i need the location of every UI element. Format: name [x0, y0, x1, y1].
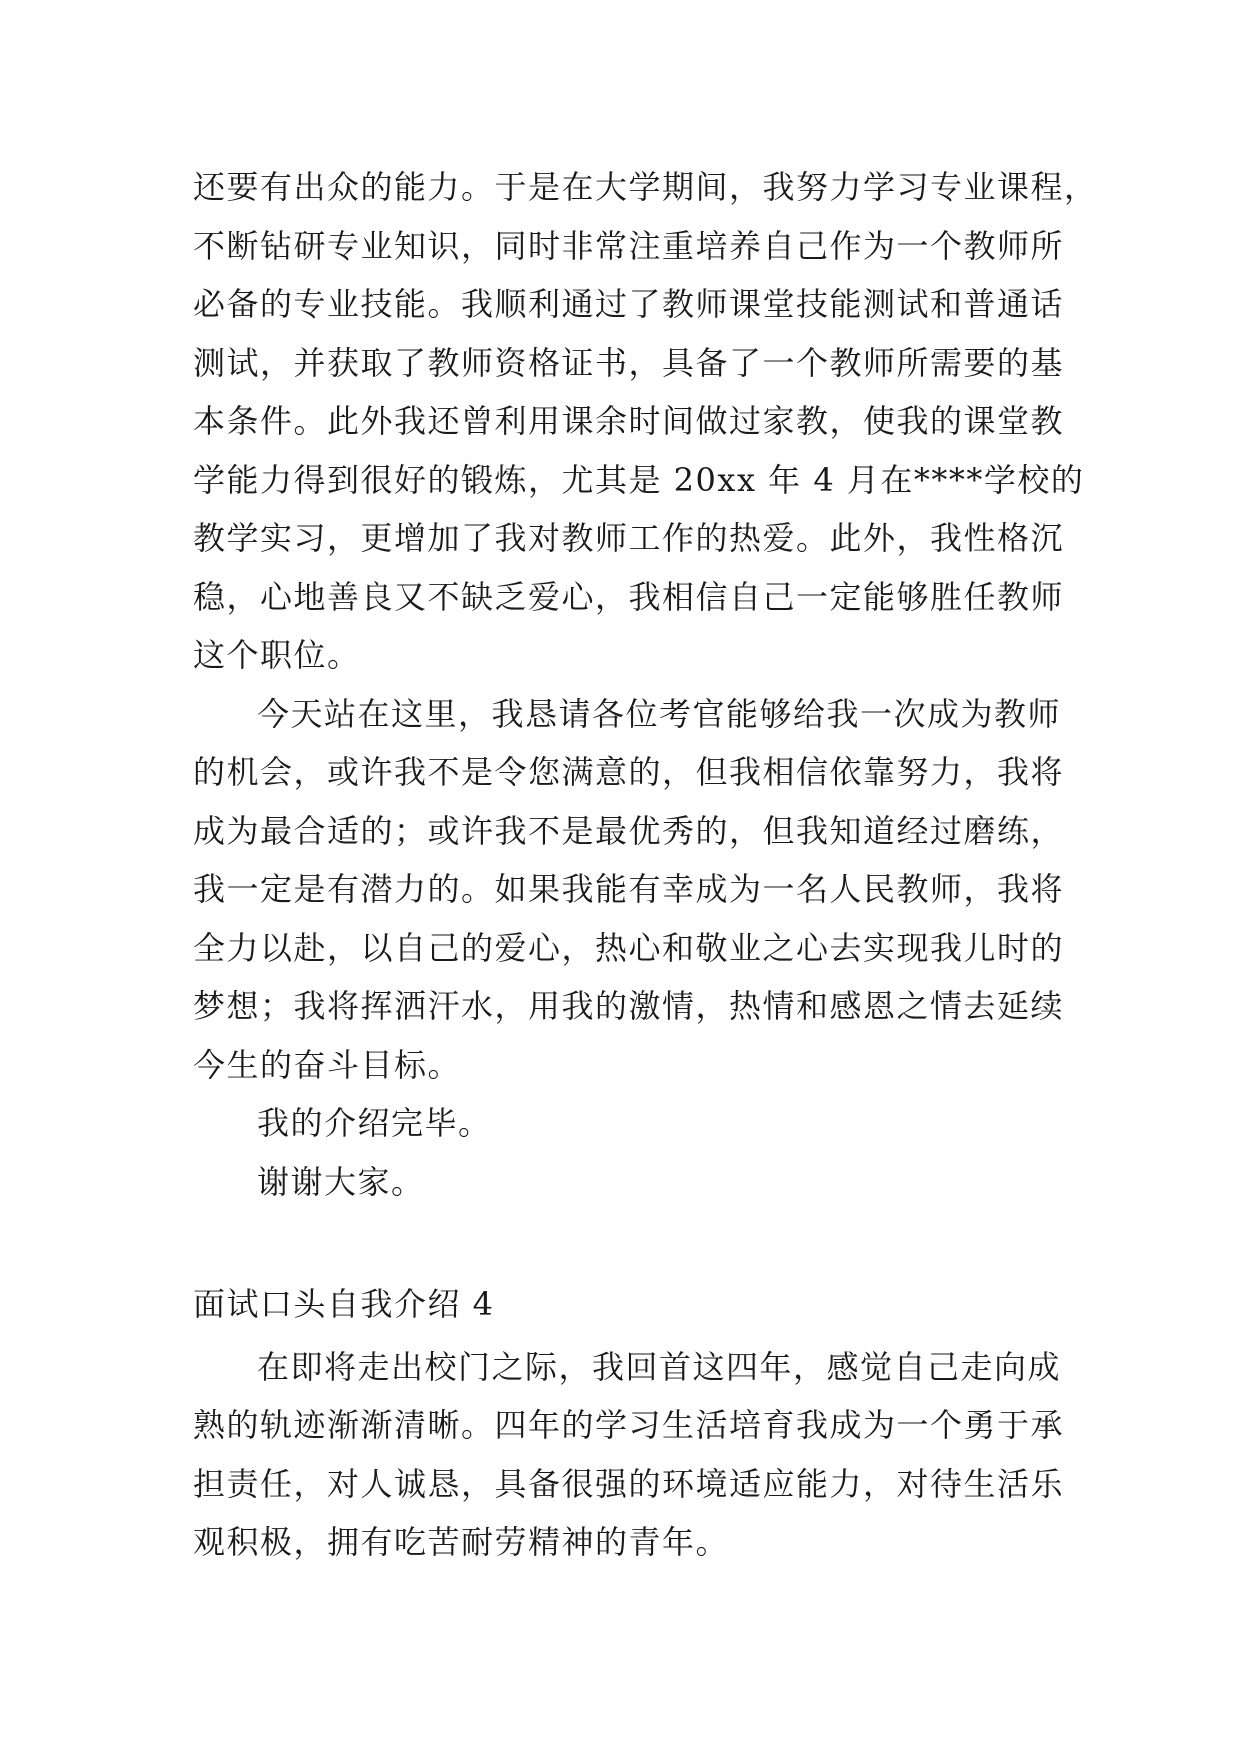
- paragraph-3: [193, 1338, 1063, 1572]
- paragraph-line: 测试，并获取了教师资格证书，具备了一个教师所需要的基: [193, 343, 1065, 382]
- paragraph-line: 不断钻研专业知识，同时非常注重培养自己作为一个教师所: [193, 226, 1065, 265]
- paragraph-line: 还要有出众的能力。于是在大学期间，我努力学习专业课程，: [193, 168, 1098, 206]
- paragraph-2: [193, 685, 1063, 1095]
- paragraph-line: 观积极，拥有吃苦耐劳精神的青年。: [193, 1523, 730, 1561]
- paragraph-line: 本条件。此外我还曾利用课余时间做过家教，使我的课堂教: [193, 402, 1065, 440]
- paragraph-line: 全力以赴，以自己的爱心，热心和敬业之心去实现我儿时的: [193, 928, 1065, 967]
- paragraph-line: 这个职位。: [193, 636, 361, 674]
- paragraph-line: 必备的专业技能。我顺利通过了教师课堂技能测试和普通话: [193, 285, 1065, 323]
- paragraph-line: 成为最合适的；或许我不是最优秀的，但我知道经过磨练，: [193, 811, 1065, 850]
- section-heading: 面试口头自我介绍 4: [193, 1285, 495, 1323]
- paragraph-line: 我一定是有潜力的。如果我能有幸成为一名人民教师，我将: [193, 870, 1065, 908]
- paragraph-line: 梦想；我将挥洒汗水，用我的激情，热情和感恩之情去延续: [193, 987, 1065, 1025]
- paragraph-line: 在即将走出校门之际，我回首这四年，感觉自己走向成: [257, 1347, 1062, 1386]
- paragraph-line: 担责任，对人诚恳，具备很强的环境适应能力，对待生活乐: [193, 1464, 1065, 1503]
- paragraph-line: 稳，心地善良又不缺乏爱心，我相信自己一定能够胜任教师: [193, 577, 1065, 616]
- paragraph-line: 今天站在这里，我恳请各位考官能够给我一次成为教师: [257, 694, 1062, 733]
- thanks-statement: 谢谢大家。: [257, 1162, 425, 1201]
- closing-statement: 我的介绍完毕。: [257, 1104, 492, 1142]
- section-spacer: [193, 1211, 1063, 1275]
- paragraph-1: [193, 158, 1098, 685]
- document-body: [193, 158, 1098, 1572]
- paragraph-line: 学能力得到很好的锻炼，尤其是 20xx 年 4 月在****学校的: [193, 460, 1085, 499]
- paragraph-line: 今生的奋斗目标。: [193, 1045, 462, 1084]
- paragraph-line: 熟的轨迹渐渐清晰。四年的学习生活培育我成为一个勇于承: [193, 1406, 1065, 1444]
- paragraph-line: 教学实习，更增加了我对教师工作的热爱。此外，我性格沉: [193, 519, 1065, 557]
- paragraph-line: 的机会，或许我不是令您满意的，但我相信依靠努力，我将: [193, 753, 1065, 791]
